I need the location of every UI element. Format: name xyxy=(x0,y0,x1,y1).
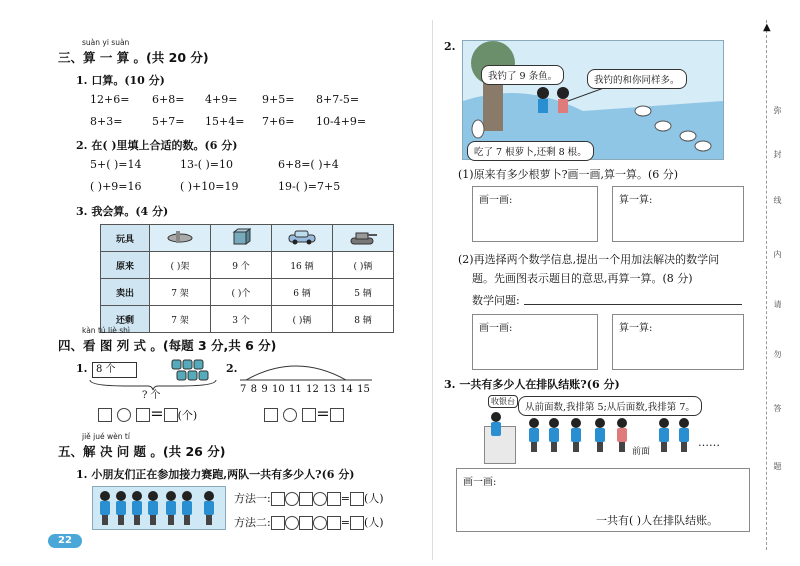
q1-item: 8+7-5= xyxy=(316,93,360,106)
q1-item: 7+6= xyxy=(262,115,295,128)
draw-label: 画一画: xyxy=(479,323,513,334)
section4-title: 四、看 图 列 式 。(每题 3 分,共 6 分) xyxy=(58,338,277,353)
calc-box-1[interactable] xyxy=(612,186,744,242)
plane-icon xyxy=(150,225,211,252)
q1-item: 5+7= xyxy=(152,115,185,128)
speech-bubble-same: 我钓的和你同样多。 xyxy=(587,69,687,89)
rocket-icon: ▲ xyxy=(763,22,771,33)
operator-circle[interactable] xyxy=(117,408,131,422)
seal-word: 线 xyxy=(773,196,782,204)
draw-label: 画一画: xyxy=(463,477,497,488)
speech-bubble-carrot: 吃了 7 根萝卜,还剩 8 根。 xyxy=(467,141,594,161)
table-cell: ( )辆 xyxy=(333,252,394,279)
tick-label: 15 xyxy=(357,384,370,395)
answer-box[interactable] xyxy=(299,516,313,530)
q4-1-num: 1. xyxy=(76,362,88,375)
speech-bubble-fish: 我钓了 9 条鱼。 xyxy=(481,65,564,85)
q4-2-equation: = xyxy=(264,404,344,423)
q1-title: 1. 口算。(10 分) xyxy=(76,74,165,87)
seal-line xyxy=(766,20,768,550)
operator-circle[interactable] xyxy=(313,516,327,530)
q4-1-equation: = (个) xyxy=(98,404,197,423)
queue-person xyxy=(570,418,582,452)
q4-1-question: ? 个 xyxy=(142,390,161,401)
seal-word: 封 xyxy=(773,150,782,158)
row-label: 还剩 xyxy=(101,306,150,333)
toy-table xyxy=(100,224,394,333)
tick-label: 10 xyxy=(272,384,285,395)
q3-title: 3. 我会算。(4 分) xyxy=(76,205,169,218)
table-cell: 6 辆 xyxy=(272,279,333,306)
fishing-picture xyxy=(462,40,724,160)
q1-item: 10-4+9= xyxy=(316,115,367,128)
table-cell: 5 辆 xyxy=(333,279,394,306)
rq2-sub1: (1)原来有多少根萝卜?画一画,算一算。(6 分) xyxy=(458,168,679,181)
queue-person-speaker xyxy=(616,418,628,452)
answer-box[interactable] xyxy=(136,408,150,422)
rq3-title: 3. 一共有多少人在排队结账?(6 分) xyxy=(444,378,620,391)
answer-box[interactable] xyxy=(264,408,278,422)
method1-label: 方法一: xyxy=(234,492,271,505)
tick-label: 12 xyxy=(306,384,319,395)
answer-box[interactable] xyxy=(350,492,364,506)
unit-label: (个) xyxy=(177,409,198,422)
table-cell: 7 架 xyxy=(150,279,211,306)
answer-box[interactable] xyxy=(271,492,285,506)
q2-item: 5+( )=14 xyxy=(90,158,142,171)
answer-box[interactable] xyxy=(327,492,341,506)
tick-label: 11 xyxy=(289,384,302,395)
draw-box-1[interactable] xyxy=(472,186,598,242)
seal-word: 答 xyxy=(773,404,782,412)
calc-label: 算一算: xyxy=(619,195,653,206)
child-figure xyxy=(99,491,111,525)
q2-item: ( )+9=16 xyxy=(90,180,142,193)
q1-item: 15+4= xyxy=(205,115,245,128)
seal-word: 弥 xyxy=(773,106,782,114)
answer-box[interactable] xyxy=(299,492,313,506)
rq2-num: 2. xyxy=(444,40,456,53)
cube-icon xyxy=(211,225,272,252)
tank-icon xyxy=(333,225,394,252)
table-cell: ( )个 xyxy=(211,279,272,306)
calc-box-2[interactable] xyxy=(612,314,744,370)
q2-item: 6+8=( )+4 xyxy=(278,158,339,171)
q2-item: 19-( )=7+5 xyxy=(278,180,341,193)
rq2-sub2-line2: 题。先画图表示题目的意思,再算一算。(8 分) xyxy=(472,272,693,285)
q1-item: 6+8= xyxy=(152,93,185,106)
q1-item: 12+6= xyxy=(90,93,130,106)
queue-person xyxy=(594,418,606,452)
q5-1-title: 1. 小朋友们正在参加接力赛跑,两队一共有多少人?(6 分) xyxy=(76,468,355,481)
child-figure xyxy=(131,491,143,525)
answer-box[interactable] xyxy=(350,516,364,530)
queue-person xyxy=(678,418,690,452)
q2-item: 13-( )=10 xyxy=(180,158,234,171)
q1-item: 8+3= xyxy=(90,115,123,128)
unit-label: (人) xyxy=(363,516,384,529)
method2-row: 方法二: = (人) xyxy=(234,516,384,529)
answer-box[interactable] xyxy=(327,516,341,530)
toy-header: 玩具 xyxy=(101,225,150,252)
seal-word: 题 xyxy=(773,462,782,470)
front-label: 前面 xyxy=(632,447,651,457)
unit-label: (人) xyxy=(363,492,384,505)
seal-word: 内 xyxy=(773,250,782,258)
table-cell: 16 辆 xyxy=(272,252,333,279)
bag-label: 8 个 xyxy=(92,362,137,378)
car-icon xyxy=(272,225,333,252)
row-label: 卖出 xyxy=(101,279,150,306)
answer-box[interactable] xyxy=(271,516,285,530)
sec3-pinyin: suàn yi suàn xyxy=(82,38,130,47)
seal-word: 请 xyxy=(773,300,782,308)
operator-circle[interactable] xyxy=(285,492,299,506)
operator-circle[interactable] xyxy=(285,516,299,530)
operator-circle[interactable] xyxy=(283,408,297,422)
math-problem-label: 数学问题: xyxy=(472,294,520,307)
method1-row: 方法一: = (人) xyxy=(234,492,384,505)
child-figure xyxy=(203,491,215,525)
sec5-pinyin: jiě jué wèn tí xyxy=(82,432,130,441)
table-cell: ( )辆 xyxy=(272,306,333,333)
rq2-sub2-line1: (2)再选择两个数学信息,提出一个用加法解决的数学问 xyxy=(458,253,720,266)
table-cell: 9 个 xyxy=(211,252,272,279)
cashier-figure xyxy=(490,412,502,446)
number-line-ticks xyxy=(240,384,370,395)
cashier-sign: 收银台 xyxy=(488,395,518,408)
tick-label: 7 xyxy=(240,384,247,395)
row-label: 原来 xyxy=(101,252,150,279)
answer-box[interactable] xyxy=(330,408,344,422)
math-problem-line[interactable] xyxy=(524,304,742,305)
q1-item: 9+5= xyxy=(262,93,295,106)
q1-item: 4+9= xyxy=(205,93,238,106)
queue-person xyxy=(548,418,560,452)
answer-box[interactable] xyxy=(302,408,316,422)
ellipsis: …… xyxy=(698,436,720,449)
relay-race-picture xyxy=(92,486,226,530)
table-cell: ( )架 xyxy=(150,252,211,279)
draw-box-2[interactable] xyxy=(472,314,598,370)
table-cell: 8 辆 xyxy=(333,306,394,333)
method2-label: 方法二: xyxy=(234,516,271,529)
number-line xyxy=(236,360,376,384)
speech-bubble-queue: 从前面数,我排第 5;从后面数,我排第 7。 xyxy=(518,396,702,416)
child-figure xyxy=(115,491,127,525)
rq3-answer: 一共有( )人在排队结账。 xyxy=(596,514,719,527)
queue-person xyxy=(658,418,670,452)
child-figure xyxy=(181,491,193,525)
page-number: 22 xyxy=(48,534,82,548)
q2-title: 2. 在( )里填上合适的数。(6 分) xyxy=(76,139,238,152)
section3-title: 三、算 一 算 。(共 20 分) xyxy=(58,50,209,65)
tick-label: 9 xyxy=(261,384,268,395)
answer-box[interactable] xyxy=(164,408,178,422)
q2-item: ( )+10=19 xyxy=(180,180,239,193)
operator-circle[interactable] xyxy=(313,492,327,506)
answer-box[interactable] xyxy=(98,408,112,422)
section5-title: 五、解 决 问 题 。(共 26 分) xyxy=(58,444,226,459)
tick-label: 8 xyxy=(250,384,258,395)
calc-label: 算一算: xyxy=(619,323,653,334)
child-figure xyxy=(147,491,159,525)
center-fold xyxy=(432,20,433,560)
child-figure xyxy=(165,491,177,525)
tick-label: 13 xyxy=(323,384,336,395)
table-cell: 7 架 xyxy=(150,306,211,333)
q4-2-num: 2. xyxy=(226,362,238,375)
seal-word: 勿 xyxy=(773,350,782,358)
queue-person xyxy=(528,418,540,452)
draw-label: 画一画: xyxy=(479,195,513,206)
table-cell: 3 个 xyxy=(211,306,272,333)
tick-label: 14 xyxy=(340,384,353,395)
sec4-pinyin: kàn tú liè shì xyxy=(82,326,130,335)
